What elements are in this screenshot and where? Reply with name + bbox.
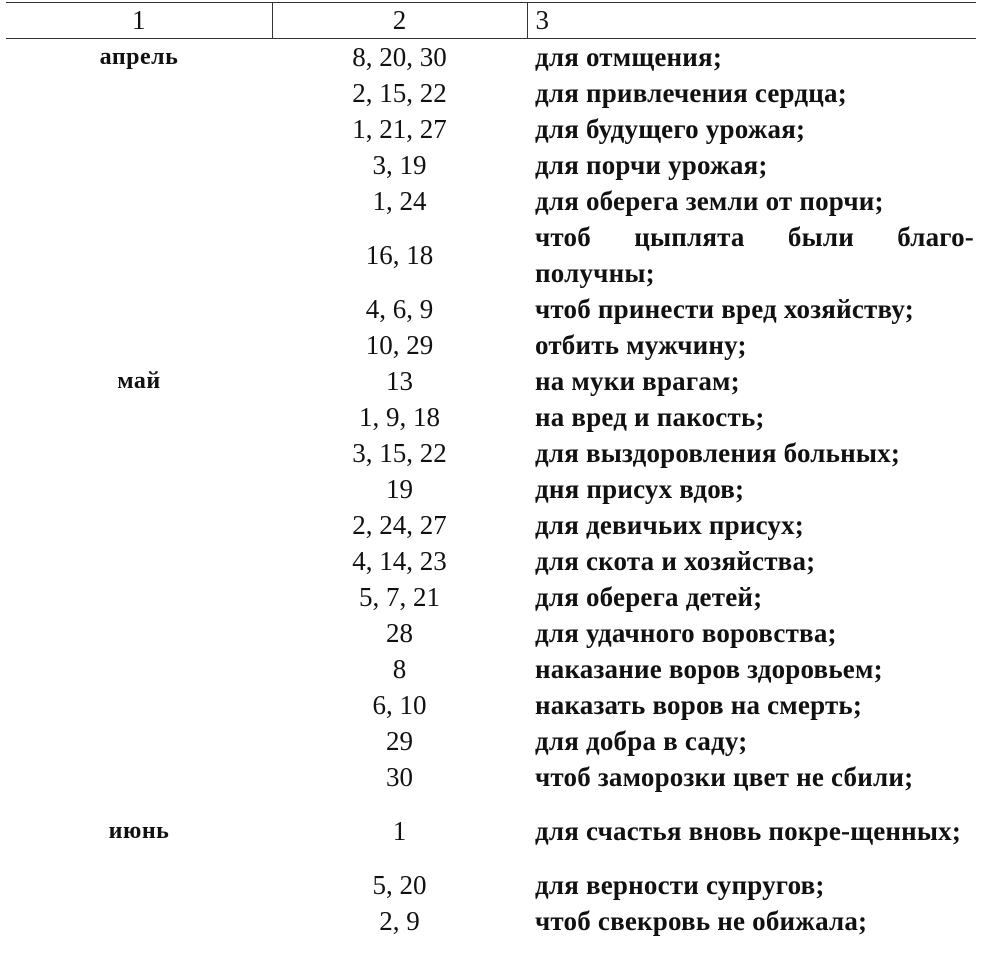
- month-cell: [6, 291, 272, 327]
- table-row: [6, 39, 976, 76]
- purpose-cell: чтоб принести вред хозяйству;: [535, 294, 914, 324]
- days-cell: 28: [386, 618, 413, 648]
- header-col-2: 2: [272, 3, 527, 39]
- days-cell: 3, 19: [372, 150, 427, 180]
- month-cell: [6, 687, 272, 723]
- table-row: [6, 543, 976, 579]
- purpose-cell: на муки врагам;: [535, 366, 740, 396]
- table-row: [6, 795, 976, 867]
- purpose-cell: для оберега детей;: [535, 582, 763, 612]
- month-cell: [6, 435, 272, 471]
- month-cell: [6, 471, 272, 507]
- month-cell: [6, 867, 272, 903]
- purpose-cell: на вред и пакость;: [535, 402, 765, 432]
- purpose-cell: для порчи урожая;: [535, 150, 768, 180]
- table-header: [6, 3, 976, 39]
- header-col-1: 1: [6, 3, 272, 39]
- month-cell: [6, 111, 272, 147]
- table-row: [6, 363, 976, 399]
- purpose-cell: отбить мужчину;: [535, 330, 747, 360]
- month-cell: [6, 399, 272, 435]
- table-row: [6, 615, 976, 651]
- table-row: [6, 291, 976, 327]
- days-cell: 1: [392, 816, 407, 846]
- table-row: [6, 435, 976, 471]
- days-cell: 30: [386, 762, 413, 792]
- days-cell: 5, 7, 21: [359, 582, 440, 612]
- purpose-cell: для верности супругов;: [535, 870, 825, 900]
- days-cell: 8: [392, 654, 407, 684]
- purpose-cell: для счастья вновь покре-щенных;: [535, 816, 962, 846]
- table-row: [6, 183, 976, 219]
- header-col-3: 3: [527, 3, 976, 39]
- table-row: [6, 723, 976, 759]
- table-body: [6, 39, 976, 940]
- purpose-cell: для отмщения;: [535, 42, 723, 72]
- month-cell: апрель: [99, 44, 179, 70]
- table-row: [6, 399, 976, 435]
- purpose-cell: чтоб заморозки цвет не сбили;: [535, 762, 914, 792]
- table-row: [6, 219, 976, 291]
- month-cell: [6, 651, 272, 687]
- days-cell: 10, 29: [365, 330, 434, 360]
- purpose-cell: чтоб свекровь не обижала;: [535, 906, 868, 936]
- purpose-cell: для оберега земли от порчи;: [535, 186, 884, 216]
- table-row: [6, 651, 976, 687]
- days-cell: 2, 15, 22: [352, 78, 447, 108]
- purpose-cell: наказание воров здоровьем;: [535, 654, 883, 684]
- days-cell: 29: [386, 726, 413, 756]
- table-row: [6, 903, 976, 939]
- purpose-cell: наказать воров на смерть;: [535, 690, 863, 720]
- days-cell: 1, 9, 18: [359, 402, 440, 432]
- table-row: [6, 687, 976, 723]
- purpose-cell: для выздоровления больных;: [535, 438, 901, 468]
- table-row: [6, 579, 976, 615]
- month-cell: [6, 543, 272, 579]
- days-cell: 5, 20: [372, 870, 427, 900]
- days-cell: 19: [386, 474, 413, 504]
- table-row: [6, 867, 976, 903]
- purpose-cell: для добра в саду;: [535, 726, 748, 756]
- month-cell: [6, 723, 272, 759]
- days-cell: 2, 24, 27: [352, 510, 447, 540]
- table-row: [6, 759, 976, 795]
- month-cell: [6, 507, 272, 543]
- days-cell: 16, 18: [365, 240, 434, 270]
- days-cell: 1, 21, 27: [352, 114, 447, 144]
- month-cell: [6, 579, 272, 615]
- purpose-cell: дня присух вдов;: [535, 474, 745, 504]
- month-cell: [6, 903, 272, 939]
- table-row: [6, 507, 976, 543]
- month-cell: [6, 183, 272, 219]
- month-cell: [6, 75, 272, 111]
- purpose-cell: для скота и хозяйства;: [535, 546, 816, 576]
- days-cell: 3, 15, 22: [352, 438, 447, 468]
- month-cell: [6, 219, 272, 291]
- month-cell: [6, 615, 272, 651]
- days-cell: 1, 24: [372, 186, 427, 216]
- calendar-table: [6, 2, 976, 939]
- month-cell: июнь: [108, 818, 170, 844]
- days-cell: 13: [386, 366, 413, 396]
- month-cell: [6, 759, 272, 795]
- days-cell: 6, 10: [372, 690, 427, 720]
- purpose-cell: для удачного воровства;: [535, 618, 837, 648]
- days-cell: 4, 14, 23: [352, 546, 447, 576]
- month-cell: [6, 147, 272, 183]
- table-row: [6, 471, 976, 507]
- table-row: [6, 75, 976, 111]
- purpose-cell: чтоб цыплята были благо-получны;: [535, 222, 974, 288]
- month-cell: май: [117, 368, 161, 394]
- days-cell: 8, 20, 30: [352, 42, 447, 72]
- table-row: [6, 327, 976, 363]
- table-row: [6, 147, 976, 183]
- header-row: [6, 3, 976, 39]
- purpose-cell: для привлечения сердца;: [535, 78, 847, 108]
- month-cell: [6, 327, 272, 363]
- purpose-cell: для девичьих присух;: [535, 510, 805, 540]
- purpose-cell: для будущего урожая;: [535, 114, 806, 144]
- days-cell: 2, 9: [379, 906, 420, 936]
- table-row: [6, 111, 976, 147]
- days-cell: 4, 6, 9: [365, 294, 434, 324]
